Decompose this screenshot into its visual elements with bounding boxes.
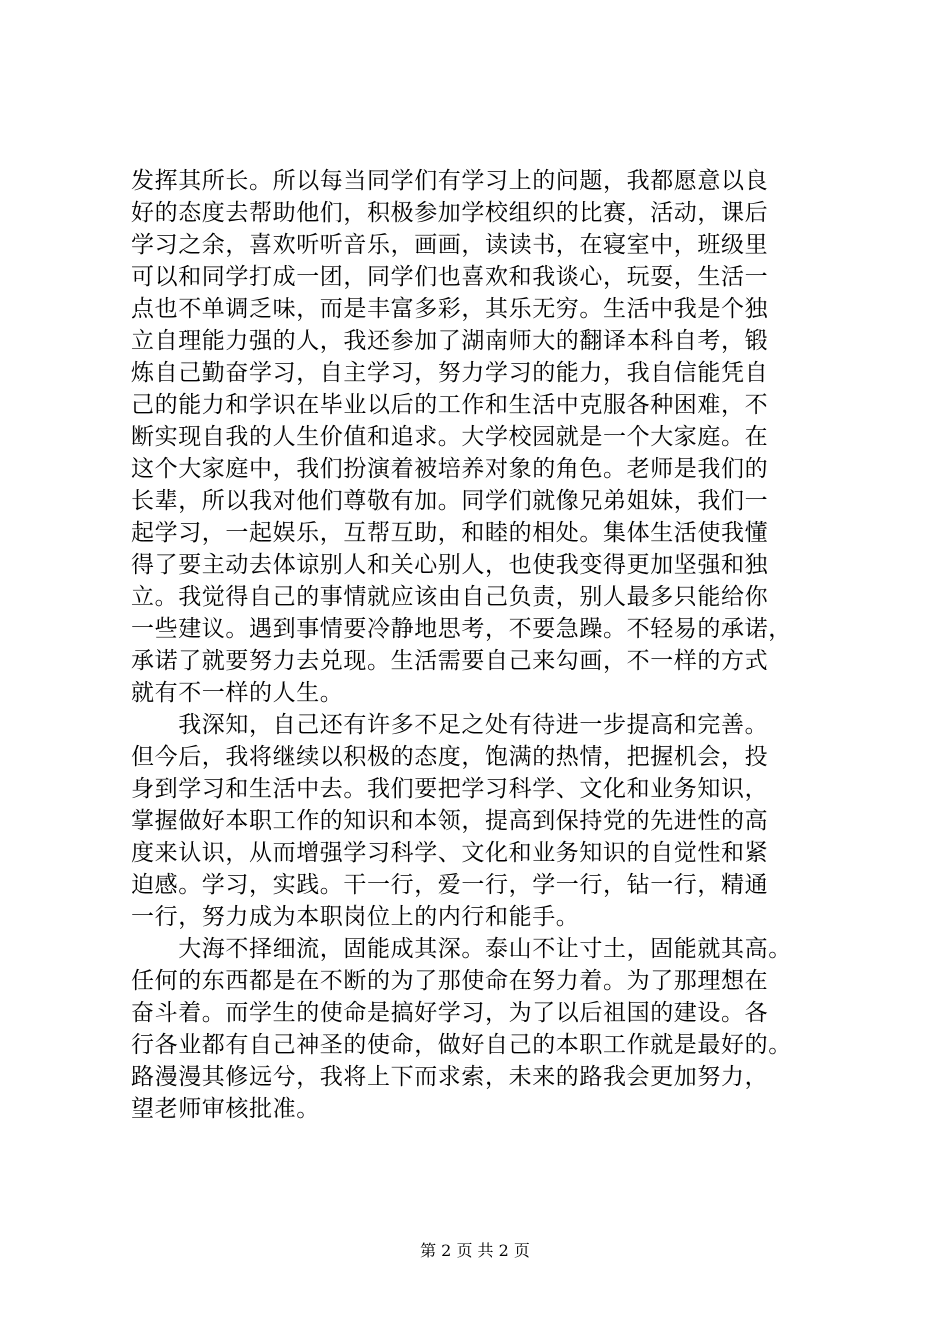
text-line-12: 起学习，一起娱乐，互帮互助，和睦的相处。集体生活使我懂 — [131, 520, 769, 546]
text-line-24: 一行，努力成为本职岗位上的内行和能手。 — [131, 904, 580, 930]
text-line-3: 学习之余，喜欢听听音乐，画画，读读书，在寝室中，班级里 — [131, 232, 769, 258]
text-line-25: 大海不择细流，固能成其深。泰山不让寸土，固能就其高。 — [131, 936, 792, 962]
text-line-16: 承诺了就要努力去兑现。生活需要自己来勾画，不一样的方式 — [131, 648, 769, 674]
document-body — [131, 165, 843, 1125]
text-line-5: 点也不单调乏味，而是丰富多彩，其乐无穷。生活中我是个独 — [131, 296, 769, 322]
text-line-1: 发挥其所长。所以每当同学们有学习上的问题，我都愿意以良 — [131, 168, 769, 194]
text-line-18: 我深知，自己还有许多不足之处有待进一步提高和完善。 — [131, 712, 769, 738]
text-line-22: 度来认识，从而增强学习科学、文化和业务知识的自觉性和紧 — [131, 840, 769, 866]
text-line-13: 得了要主动去体谅别人和关心别人，也使我变得更加坚强和独 — [131, 552, 769, 578]
page-footer — [0, 1241, 950, 1261]
text-line-10: 这个大家庭中，我们扮演着被培养对象的角色。老师是我们的 — [131, 456, 769, 482]
text-line-17: 就有不一样的人生。 — [131, 680, 344, 706]
text-line-29: 路漫漫其修远兮，我将上下而求索，未来的路我会更加努力， — [131, 1064, 769, 1090]
text-line-7: 炼自己勤奋学习，自主学习，努力学习的能力，我自信能凭自 — [131, 360, 769, 386]
text-line-30: 望老师审核批准。 — [131, 1096, 320, 1122]
text-line-9: 断实现自我的人生价值和追求。大学校园就是一个大家庭。在 — [131, 424, 769, 450]
text-line-19: 但今后，我将继续以积极的态度，饱满的热情，把握机会，投 — [131, 744, 769, 770]
text-line-28: 行各业都有自己神圣的使命，做好自己的本职工作就是最好的。 — [131, 1032, 792, 1058]
text-line-20: 身到学习和生活中去。我们要把学习科学、文化和业务知识， — [131, 776, 769, 802]
text-line-21: 掌握做好本职工作的知识和本领，提高到保持党的先进性的高 — [131, 808, 769, 834]
text-line-11: 长辈，所以我对他们尊敬有加。同学们就像兄弟姐妹，我们一 — [131, 488, 769, 514]
text-line-8: 己的能力和学识在毕业以后的工作和生活中克服各种困难，不 — [131, 392, 769, 418]
page-number-label: 第 2 页 共 2 页 — [420, 1241, 530, 1260]
text-line-6: 立自理能力强的人，我还参加了湖南师大的翻译本科自考，锻 — [131, 328, 769, 354]
text-line-23: 迫感。学习，实践。干一行，爱一行，学一行，钻一行，精通 — [131, 872, 769, 898]
text-line-27: 奋斗着。而学生的使命是搞好学习，为了以后祖国的建设。各 — [131, 1000, 769, 1026]
text-line-14: 立。我觉得自己的事情就应该由自己负责，别人最多只能给你 — [131, 584, 769, 610]
text-line-26: 任何的东西都是在不断的为了那使命在努力着。为了那理想在 — [131, 968, 769, 994]
text-line-4: 可以和同学打成一团，同学们也喜欢和我谈心，玩耍，生活一 — [131, 264, 769, 290]
text-line-2: 好的态度去帮助他们，积极参加学校组织的比赛，活动，课后 — [131, 200, 769, 226]
text-line-15: 一些建议。遇到事情要冷静地思考，不要急躁。不轻易的承诺， — [131, 616, 792, 642]
